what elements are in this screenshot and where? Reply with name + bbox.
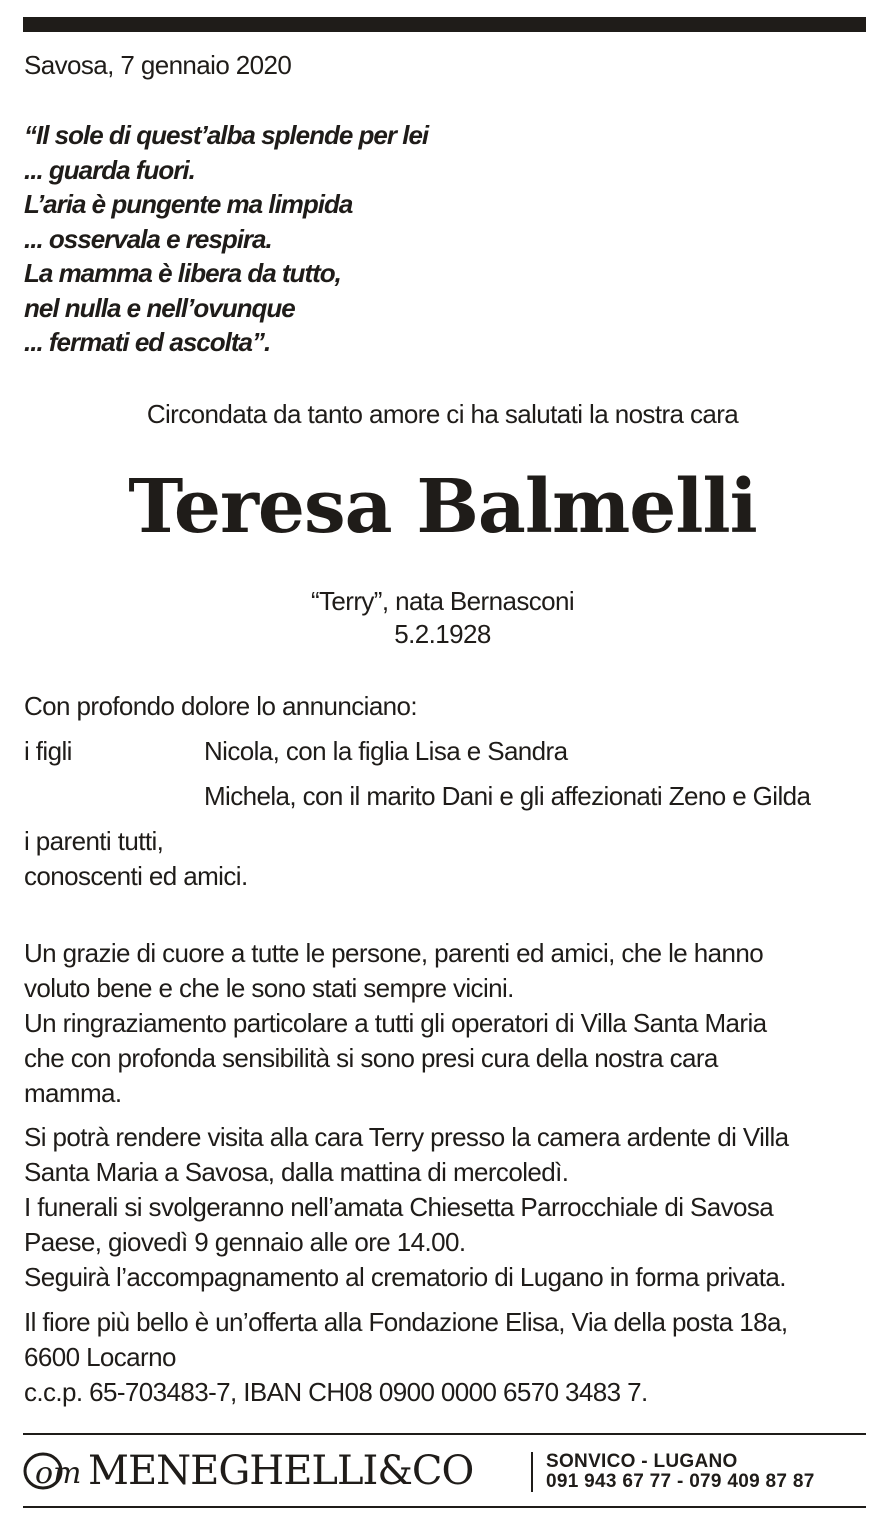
footer-separator (531, 1452, 533, 1492)
brand-name: MENEGHELLI&CO (88, 1448, 474, 1494)
funeral-paragraph (24, 1120, 874, 1295)
funeral-line: Si potrà rendere visita alla cara Terry presso la camera ardente di Villa (24, 1122, 789, 1152)
thanks-line: che con profonda sensibilità si sono presi cura della nostra cara (24, 1043, 718, 1073)
poem-line: ... osservala e respira. (24, 223, 272, 254)
other-mourners (24, 824, 874, 894)
donation-line: Il fiore più bello è un’offerta alla Fondazione Elisa, Via della posta 18a, (24, 1307, 788, 1337)
birth-date: 5.2.1928 (394, 619, 491, 649)
announcement-intro: Circondata da tanto amore ci ha salutati la nostra cara (146, 399, 739, 429)
meneghelli-logo-icon (22, 1449, 82, 1493)
date-line: Savosa, 7 gennaio 2020 (24, 50, 292, 80)
deceased-details (0, 585, 885, 651)
top-rule (23, 17, 866, 32)
funeral-line: Santa Maria a Savosa, dalla mattina di mercoledì. (24, 1157, 569, 1187)
funeral-line: Paese, giovedì 9 gennaio alle ore 14.00. (24, 1227, 466, 1257)
mourner-line: i parenti tutti, (24, 826, 164, 856)
mourner-line: conoscenti ed amici. (24, 861, 248, 891)
thanks-line: Un grazie di cuore a tutte le persone, parenti ed amici, che le hanno (24, 938, 764, 968)
logo-monogram: om (35, 1456, 82, 1491)
child-entry: Michela, con il marito Dani e gli affezionati Zeno e Gilda (204, 781, 811, 811)
thanks-line: mamma. (24, 1078, 122, 1108)
poem-line: L’aria è pungente ma limpida (24, 189, 353, 219)
poem-line: ... guarda fuori. (24, 154, 195, 185)
footer-contact (546, 1452, 815, 1492)
poem-line: La mamma è libera da tutto, (24, 258, 341, 288)
deceased-name: Teresa Balmelli (128, 464, 757, 550)
contact-location: SONVICO - LUGANO (546, 1451, 738, 1472)
poem (24, 118, 428, 360)
donation-paragraph (24, 1305, 874, 1410)
nickname-line: “Terry”, nata Bernasconi (310, 586, 575, 616)
footer-rule-bottom (23, 1506, 866, 1508)
footer-rule-top (23, 1433, 866, 1435)
thanks-line: voluto bene e che le sono stati sempre vicini. (24, 973, 514, 1003)
funeral-line: Seguirà l’accompagnamento al crematorio di Lugano in forma privata. (24, 1262, 786, 1292)
contact-phones: 091 943 67 77 - 079 409 87 87 (546, 1471, 815, 1492)
poem-line: nel nulla e nell’ovunque (24, 292, 295, 323)
children-label: i figli (24, 736, 72, 766)
thanks-paragraph (24, 936, 874, 1111)
poem-line: “Il sole di quest’alba splende per lei (24, 120, 429, 150)
poem-line: ... fermati ed ascolta”. (24, 327, 271, 357)
donation-line: c.c.p. 65-703483-7, IBAN CH08 0900 0000 6570 3483 7. (24, 1377, 648, 1407)
thanks-line: Un ringraziamento particolare a tutti gli operatori di Villa Santa Maria (24, 1008, 767, 1038)
child-entry: Nicola, con la figlia Lisa e Sandra (204, 736, 568, 766)
funeral-line: I funerali si svolgeranno nell’amata Chiesetta Parrocchiale di Savosa (24, 1192, 774, 1222)
donation-line: 6600 Locarno (24, 1342, 176, 1372)
mourners-heading: Con profondo dolore lo annunciano: (24, 691, 418, 721)
